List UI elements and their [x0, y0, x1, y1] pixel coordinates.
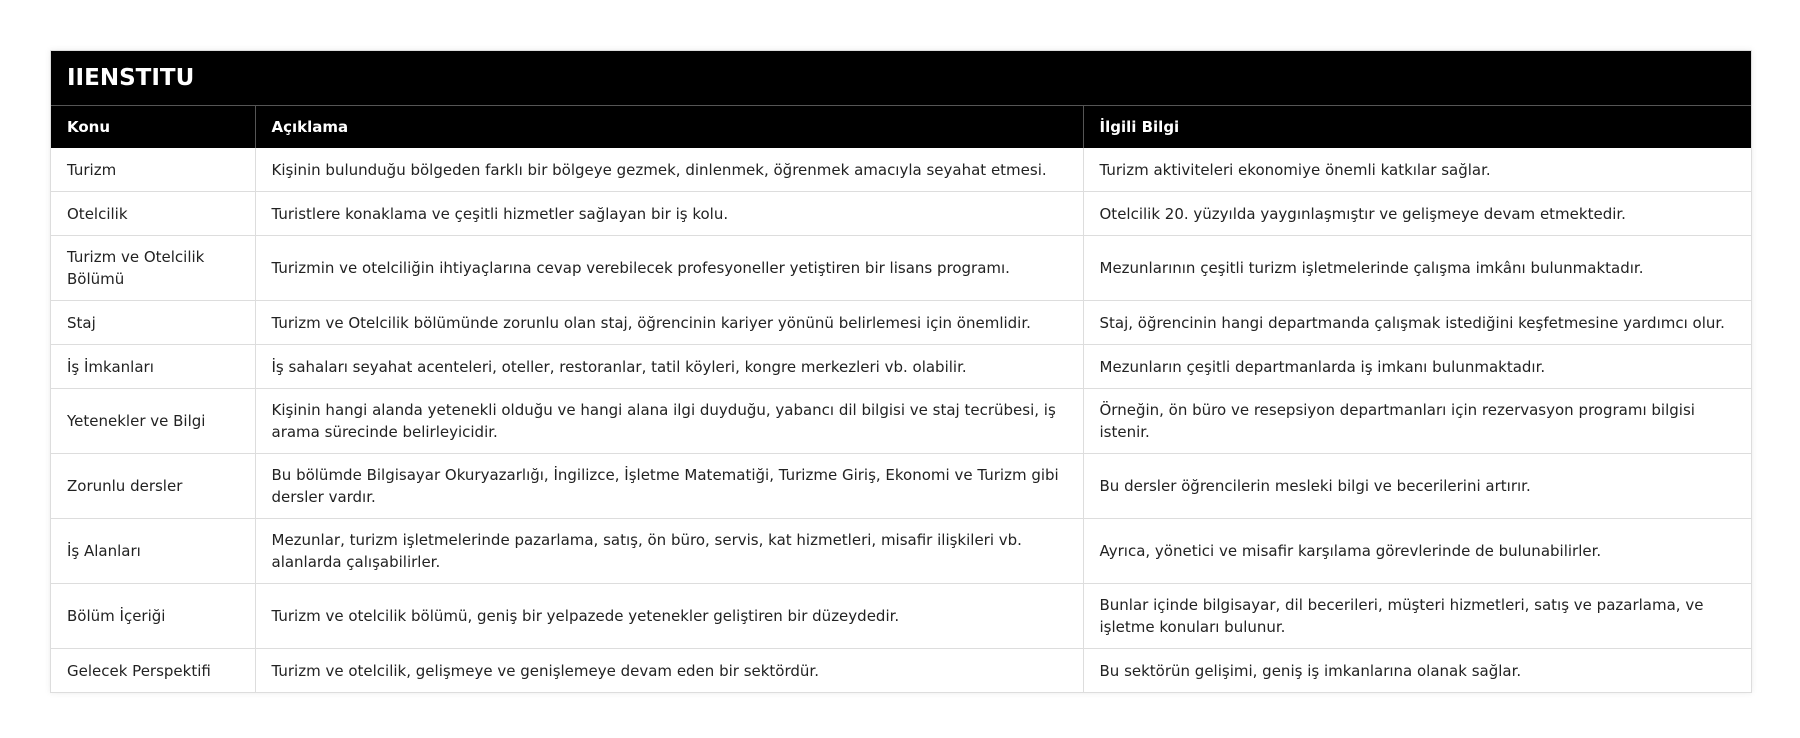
cell-konu: Zorunlu dersler — [51, 454, 255, 519]
info-table — [51, 51, 1751, 692]
cell-ilgili-bilgi: Bunlar içinde bilgisayar, dil becerileri, müşteri hizmetleri, satış ve pazarlama, ve işletme konuları bulunur. — [1083, 584, 1751, 649]
column-header-aciklama: Açıklama — [255, 106, 1083, 149]
table-row — [51, 454, 1751, 519]
table-row — [51, 649, 1751, 693]
table-row — [51, 236, 1751, 301]
cell-aciklama: Kişinin hangi alanda yetenekli olduğu ve hangi alana ilgi duyduğu, yabancı dil bilgisi ve staj tecrübesi, iş arama sürecinde belirleyicidir. — [255, 389, 1083, 454]
table-row — [51, 301, 1751, 345]
cell-aciklama: Kişinin bulunduğu bölgeden farklı bir bölgeye gezmek, dinlenmek, öğrenmek amacıyla seyahat etmesi. — [255, 148, 1083, 192]
table-row — [51, 192, 1751, 236]
table-title-row — [51, 51, 1751, 106]
cell-aciklama: Turistlere konaklama ve çeşitli hizmetler sağlayan bir iş kolu. — [255, 192, 1083, 236]
cell-aciklama: İş sahaları seyahat acenteleri, oteller, restoranlar, tatil köyleri, kongre merkezleri vb. olabilir. — [255, 345, 1083, 389]
cell-aciklama: Turizmin ve otelciliğin ihtiyaçlarına cevap verebilecek profesyoneller yetiştiren bir lisans programı. — [255, 236, 1083, 301]
cell-aciklama: Turizm ve otelcilik, gelişmeye ve genişlemeye devam eden bir sektördür. — [255, 649, 1083, 693]
cell-konu: Turizm — [51, 148, 255, 192]
cell-ilgili-bilgi: Mezunlarının çeşitli turizm işletmelerinde çalışma imkânı bulunmaktadır. — [1083, 236, 1751, 301]
table-row — [51, 584, 1751, 649]
cell-ilgili-bilgi: Ayrıca, yönetici ve misafir karşılama görevlerinde de bulunabilirler. — [1083, 519, 1751, 584]
table-row — [51, 345, 1751, 389]
column-header-konu: Konu — [51, 106, 255, 149]
cell-konu: Staj — [51, 301, 255, 345]
table-row — [51, 148, 1751, 192]
cell-ilgili-bilgi: Turizm aktiviteleri ekonomiye önemli katkılar sağlar. — [1083, 148, 1751, 192]
cell-aciklama: Turizm ve otelcilik bölümü, geniş bir yelpazede yetenekler geliştiren bir düzeydedir. — [255, 584, 1083, 649]
cell-aciklama: Turizm ve Otelcilik bölümünde zorunlu olan staj, öğrencinin kariyer yönünü belirlemesi için önemlidir. — [255, 301, 1083, 345]
cell-konu: Gelecek Perspektifi — [51, 649, 255, 693]
cell-aciklama: Bu bölümde Bilgisayar Okuryazarlığı, İngilizce, İşletme Matematiği, Turizme Giriş, Ekonomi ve Turizm gibi dersler vardır. — [255, 454, 1083, 519]
cell-ilgili-bilgi: Staj, öğrencinin hangi departmanda çalışmak istediğini keşfetmesine yardımcı olur. — [1083, 301, 1751, 345]
cell-ilgili-bilgi: Otelcilik 20. yüzyılda yaygınlaşmıştır ve gelişmeye devam etmektedir. — [1083, 192, 1751, 236]
cell-konu: Yetenekler ve Bilgi — [51, 389, 255, 454]
cell-konu: Bölüm İçeriği — [51, 584, 255, 649]
table-row — [51, 519, 1751, 584]
table-header-row — [51, 106, 1751, 149]
table-row — [51, 389, 1751, 454]
cell-konu: İş Alanları — [51, 519, 255, 584]
info-table-container — [50, 50, 1752, 693]
cell-konu: İş İmkanları — [51, 345, 255, 389]
table-title: IIENSTITU — [51, 51, 1751, 106]
column-header-ilgili-bilgi: İlgili Bilgi — [1083, 106, 1751, 149]
cell-konu: Otelcilik — [51, 192, 255, 236]
cell-ilgili-bilgi: Bu sektörün gelişimi, geniş iş imkanlarına olanak sağlar. — [1099, 661, 1522, 680]
cell-ilgili-bilgi: Mezunların çeşitli departmanlarda iş imkanı bulunmaktadır. — [1083, 345, 1751, 389]
cell-ilgili-bilgi: Bu dersler öğrencilerin mesleki bilgi ve becerilerini artırır. — [1083, 454, 1751, 519]
cell-konu: Turizm ve Otelcilik Bölümü — [51, 236, 255, 301]
cell-aciklama: Mezunlar, turizm işletmelerinde pazarlama, satış, ön büro, servis, kat hizmetleri, misafir ilişkileri vb. alanlarda çalışabilirler. — [255, 519, 1083, 584]
cell-ilgili-bilgi: Örneğin, ön büro ve resepsiyon departmanları için rezervasyon programı bilgisi istenir. — [1083, 389, 1751, 454]
